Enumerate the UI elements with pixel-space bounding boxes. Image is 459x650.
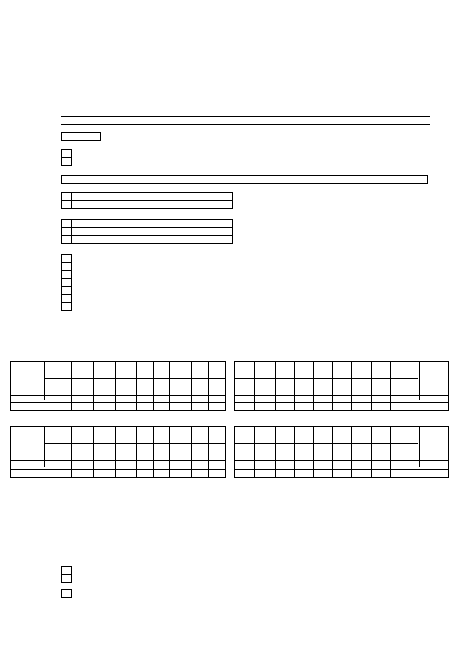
grid-column-line [371, 362, 372, 410]
grid-column-line [419, 362, 420, 400]
grid-column-line [44, 362, 45, 400]
grid-column-line [275, 427, 276, 477]
grid-column-line [208, 427, 209, 477]
grid-column-line [313, 362, 314, 410]
checkbox[interactable] [61, 200, 72, 209]
grid-row-line [235, 395, 448, 396]
grid-row-line [235, 402, 448, 403]
table-grid-bottom-right [234, 426, 449, 478]
checkbox[interactable] [61, 235, 72, 244]
field-row [61, 235, 233, 244]
grid-column-line [390, 362, 391, 410]
grid-row-line [45, 378, 225, 379]
grid-column-line [115, 427, 116, 477]
field-group-2 [61, 219, 233, 244]
grid-column-line [153, 427, 154, 477]
text-field[interactable] [72, 200, 233, 209]
checkbox[interactable] [61, 574, 72, 583]
grid-column-line [71, 427, 72, 477]
checkbox[interactable] [61, 157, 72, 166]
header-rule-top [61, 116, 430, 117]
checkbox[interactable] [61, 589, 72, 598]
grid-column-line [169, 427, 170, 477]
long-input-field[interactable] [61, 175, 428, 184]
grid-column-line [153, 362, 154, 410]
grid-column-line [115, 362, 116, 410]
grid-row-line [235, 469, 448, 470]
header-rule-bottom [61, 124, 430, 125]
grid-column-line [136, 427, 137, 477]
table-grid-bottom-left [10, 426, 226, 478]
grid-column-line [208, 362, 209, 410]
grid-column-line [93, 427, 94, 477]
grid-column-line [419, 427, 420, 467]
grid-row-line [235, 460, 448, 461]
grid-column-line [71, 362, 72, 410]
grid-column-line [371, 427, 372, 477]
text-field[interactable] [72, 235, 233, 244]
grid-column-line [254, 362, 255, 410]
grid-column-line [351, 427, 352, 477]
grid-column-line [313, 427, 314, 477]
grid-column-line [169, 362, 170, 410]
grid-column-line [93, 362, 94, 410]
table-grid-top-left [10, 361, 226, 411]
checkbox-group-1 [61, 149, 72, 166]
label-box [61, 132, 101, 141]
grid-column-line [294, 362, 295, 410]
table-grid-top-right [234, 361, 449, 411]
grid-column-line [332, 362, 333, 410]
grid-column-line [390, 427, 391, 477]
field-group-1 [61, 192, 233, 209]
grid-column-line [191, 362, 192, 410]
grid-column-line [294, 427, 295, 477]
grid-column-line [332, 427, 333, 477]
grid-row-line [45, 443, 225, 444]
grid-column-line [275, 362, 276, 410]
grid-column-line [136, 362, 137, 410]
grid-row-line [11, 469, 225, 470]
grid-row-line [11, 402, 225, 403]
grid-column-line [191, 427, 192, 477]
checkbox[interactable] [61, 302, 72, 311]
grid-column-line [351, 362, 352, 410]
checkbox-group-3 [61, 566, 72, 583]
checkbox-group-2 [61, 254, 72, 311]
grid-column-line [254, 427, 255, 477]
field-row [61, 200, 233, 209]
grid-column-line [44, 427, 45, 467]
checkbox-group-4 [61, 589, 72, 598]
